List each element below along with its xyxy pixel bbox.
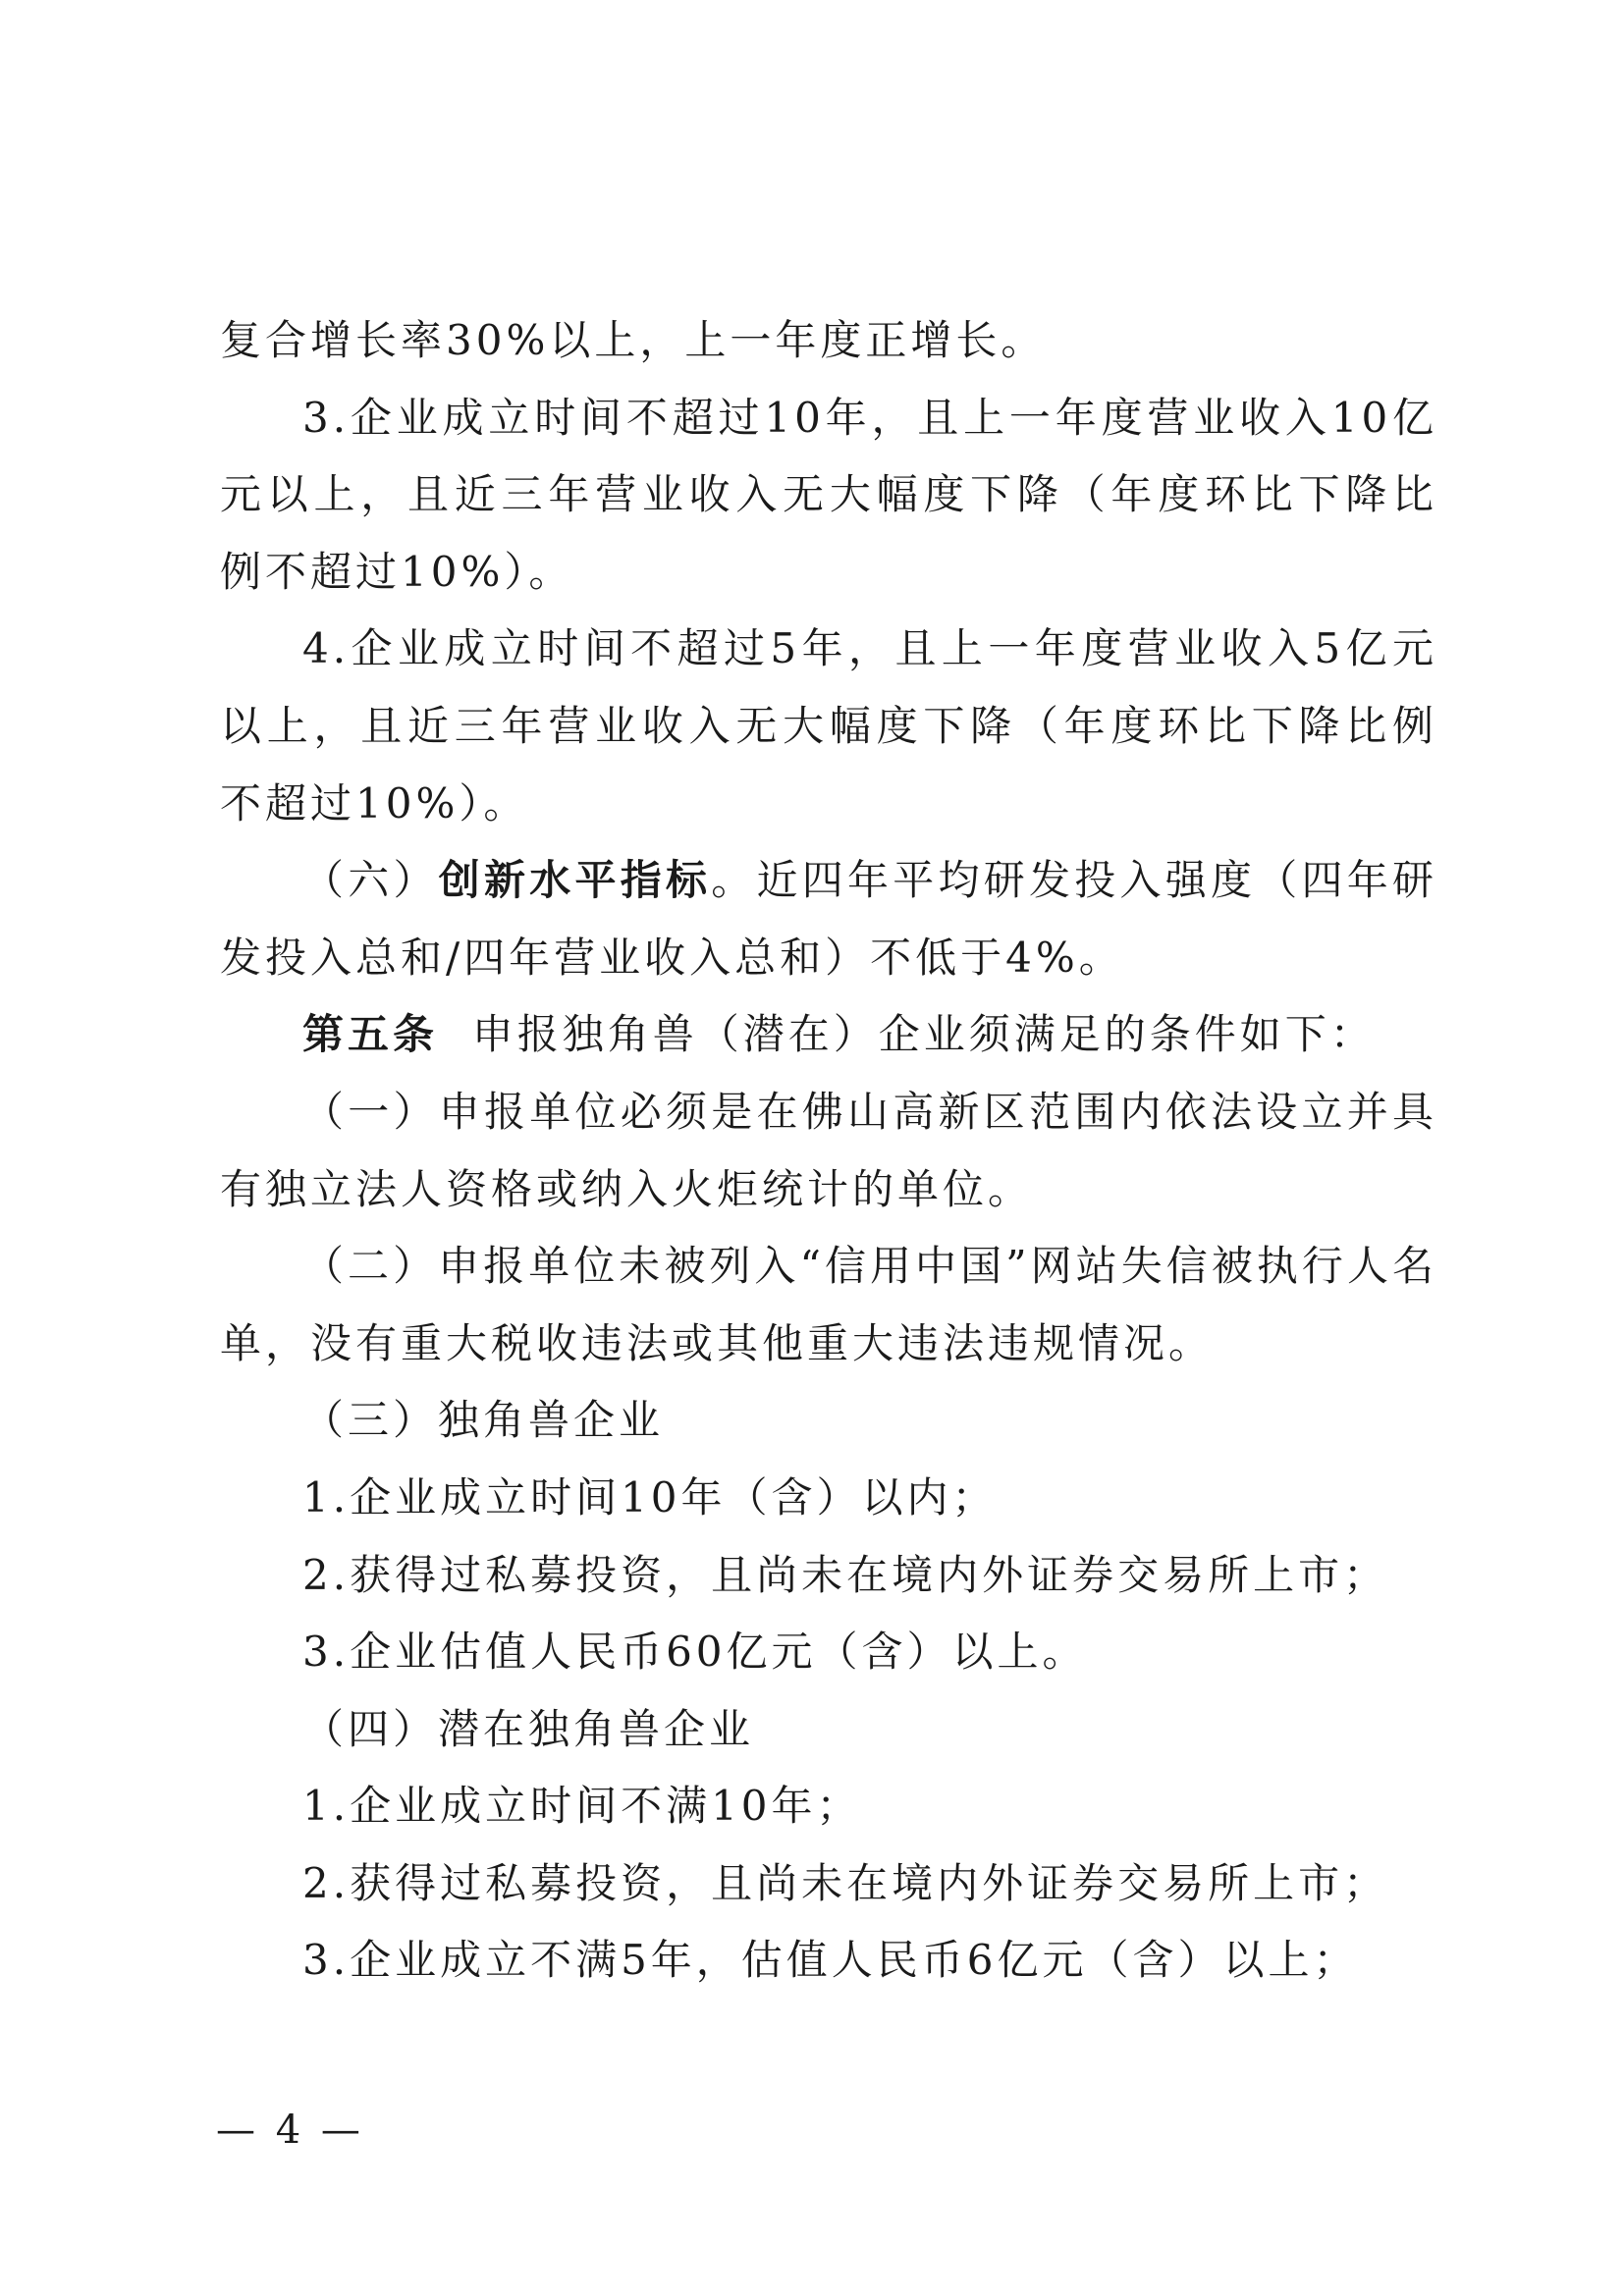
paragraph-text: 2.获得过私募投资，且尚未在境内外证券交易所上市； [302,1858,1389,1907]
paragraph-text: （二）申报单位未被列入“信用中国”网站失信被执行人名单，没有重大税收违法或其他重大违法违规情况。 [220,1242,1437,1367]
paragraph-potential-item-1 [220,1768,1437,1845]
paragraph-text: 2.获得过私募投资，且尚未在境内外证券交易所上市； [302,1550,1389,1599]
paragraph-text: 复合增长率30%以上，上一年度正增长。 [220,316,1047,364]
paragraph-condition-2 [220,1228,1437,1382]
paragraph-text: 3.企业成立时间不超过10年，且上一年度营业收入10亿元以上，且近三年营业收入无大幅度下降（年度环比下降比例不超过10%）。 [220,393,1437,596]
paragraph-unicorn-heading [220,1382,1437,1460]
paragraph-text: 1.企业成立时间10年（含）以内； [302,1472,998,1522]
paragraph-text: （三）独角兽企业 [302,1396,665,1445]
paragraph-growth-continuation [220,302,1437,380]
paragraph-unicorn-item-2 [220,1537,1437,1615]
paragraph-innovation-indicator [220,842,1437,996]
page-number: — 4 — [216,2108,364,2153]
paragraph-text: （四）潜在独角兽企业 [302,1704,755,1753]
paragraph-unicorn-item-3 [220,1614,1437,1691]
paragraph-article-5 [220,996,1437,1074]
paragraph-criterion-4 [220,611,1437,842]
paragraph-potential-unicorn-heading [220,1691,1437,1769]
paragraph-text: 1.企业成立时间不满10年； [302,1782,862,1831]
paragraph-text: 3.企业成立不满5年，估值人民币6亿元（含）以上； [302,1936,1359,1985]
paragraph-potential-item-3 [220,1922,1437,2000]
paragraph-condition-1 [220,1074,1437,1228]
document-body [220,302,1437,2000]
paragraph-potential-item-2 [220,1845,1437,1923]
paragraph-unicorn-item-1 [220,1460,1437,1537]
paragraph-prefix: （六） [302,856,439,905]
paragraph-text: 3.企业估值人民币60亿元（含）以上。 [302,1628,1088,1677]
paragraph-heading: 创新水平指标 [438,856,712,905]
paragraph-text: 申报独角兽（潜在）企业须满足的条件如下： [438,1010,1376,1059]
paragraph-text: 。近四年平均研发投入强度（四年研发投入总和/四年营业收入总和）不低于4%。 [220,856,1437,982]
paragraph-text: 4.企业成立时间不超过5年，且上一年度营业收入5亿元以上，且近三年营业收入无大幅度下降（年度环比下降比例不超过10%）。 [220,624,1437,828]
article-heading: 第五条 [302,1010,439,1059]
paragraph-text: （一）申报单位必须是在佛山高新区范围内依法设立并具有独立法人资格或纳入火炬统计的单位。 [220,1087,1437,1213]
paragraph-criterion-3 [220,380,1437,612]
